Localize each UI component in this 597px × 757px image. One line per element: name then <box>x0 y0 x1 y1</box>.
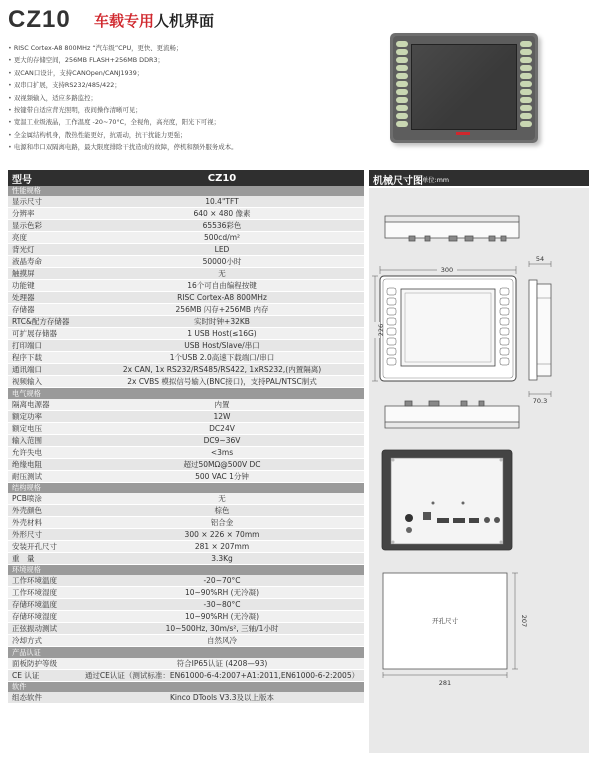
spec-row <box>8 292 364 304</box>
mech-unit: 单位:mm <box>422 177 449 184</box>
spec-row <box>8 541 364 553</box>
spec-value: -30~80°C <box>80 599 364 611</box>
spec-row <box>8 434 364 446</box>
spec-value: 10.4"TFT <box>80 196 364 208</box>
spec-key: 冷却方式 <box>8 635 80 647</box>
spec-row <box>8 446 364 458</box>
spec-value: -20~70°C <box>80 575 364 587</box>
spec-value: 3.3Kg <box>80 553 364 565</box>
spec-key: 亮度 <box>8 232 80 244</box>
spec-key: 处理器 <box>8 292 80 304</box>
spec-key: 存储环境湿度 <box>8 611 80 623</box>
brand-logo <box>456 132 470 135</box>
subtitle-highlight: 车载专用 <box>94 12 155 30</box>
header <box>8 6 71 32</box>
spec-row <box>8 268 364 280</box>
spec-value: 2x CAN, 1x RS232/RS485/RS422, 1xRS232,(内置隔离) <box>80 364 364 376</box>
spec-row <box>8 304 364 316</box>
side-view-drawing <box>529 280 551 380</box>
spec-key: 通讯端口 <box>8 364 80 376</box>
spec-value: 10~90%RH (无冷凝) <box>80 587 364 599</box>
spec-value: LED <box>80 244 364 256</box>
product-photo <box>390 33 538 143</box>
spec-row <box>8 599 364 611</box>
spec-value: 16个可自由编程按键 <box>80 280 364 292</box>
spec-row <box>8 220 364 232</box>
spec-value: Kinco DTools V3.3及以上版本 <box>80 692 364 704</box>
spec-value: 无 <box>80 493 364 505</box>
spec-value: DC24V <box>80 422 364 434</box>
spec-key-header: 型号 <box>8 170 80 186</box>
mech-title: 机械尺寸图 <box>373 176 423 187</box>
spec-section-row <box>8 681 364 692</box>
spec-key: 背光灯 <box>8 244 80 256</box>
spec-row <box>8 529 364 541</box>
spec-key: 面板防护等级 <box>8 658 80 670</box>
spec-value: 10~90%RH (无冷凝) <box>80 611 364 623</box>
dim-depth2-label: 70.3 <box>532 397 548 405</box>
product-screen <box>411 44 517 130</box>
spec-value: 500cd/m² <box>80 232 364 244</box>
spec-value: USB Host/Slave/串口 <box>80 340 364 352</box>
spec-key: PCB喷涂 <box>8 493 80 505</box>
dim-cut-width-label: 281 <box>438 679 452 687</box>
spec-row <box>8 280 364 292</box>
spec-row <box>8 244 364 256</box>
spec-row <box>8 399 364 411</box>
spec-key: 耐压测试 <box>8 470 80 482</box>
spec-row <box>8 208 364 220</box>
spec-value: RISC Cortex-A8 800MHz <box>80 292 364 304</box>
spec-key: 存储环境温度 <box>8 599 80 611</box>
spec-row <box>8 623 364 635</box>
spec-key: 工作环境湿度 <box>8 587 80 599</box>
spec-value: 640 × 480 像素 <box>80 208 364 220</box>
spec-key: RTC&配方存储器 <box>8 316 80 328</box>
spec-value: 12W <box>80 410 364 422</box>
spec-value: 1个USB 2.0高速下载端口/串口 <box>80 352 364 364</box>
feature-item: • 双视频输入，适应多路监控； <box>8 92 338 104</box>
spec-value: 281 × 207mm <box>80 541 364 553</box>
spec-row <box>8 340 364 352</box>
spec-key: 存储器 <box>8 304 80 316</box>
spec-row <box>8 376 364 388</box>
dim-depth-label: 54 <box>535 255 545 263</box>
top-view-drawing <box>385 216 519 241</box>
spec-row <box>8 352 364 364</box>
dim-width-label: 300 <box>440 266 454 274</box>
spec-row <box>8 611 364 623</box>
spec-section-row <box>8 647 364 658</box>
bottom-view-drawing <box>385 401 519 428</box>
mech-drawings <box>369 188 589 753</box>
spec-row <box>8 669 364 681</box>
spec-key: 功能键 <box>8 280 80 292</box>
left-function-keys <box>396 41 408 129</box>
spec-key: 外形尺寸 <box>8 529 80 541</box>
spec-key: 视频输入 <box>8 376 80 388</box>
spec-value: 10~500Hz, 30m/s², 三轴/1小时 <box>80 623 364 635</box>
spec-value: DC9~36V <box>80 434 364 446</box>
spec-value: 符合IP65认证 (4208—93) <box>80 658 364 670</box>
spec-value: 通过CE认证（测试标准：EN61000-6-4:2007+A1:2011,EN61000-6-2:2005） <box>80 669 364 681</box>
spec-key: 分辨率 <box>8 208 80 220</box>
spec-section-title: 电气规格 <box>8 388 364 399</box>
spec-key: 额定电压 <box>8 422 80 434</box>
cutout-drawing <box>383 573 518 678</box>
spec-section-row <box>8 186 364 196</box>
subtitle-rest: 人机界面 <box>154 12 215 30</box>
spec-key: 组态软件 <box>8 692 80 704</box>
page-subtitle <box>94 10 214 31</box>
dim-cut-height-label: 207 <box>520 614 528 628</box>
cutout-label: 开孔尺寸 <box>432 617 458 625</box>
spec-key: 绝缘电阻 <box>8 458 80 470</box>
spec-key: 工作环境温度 <box>8 575 80 587</box>
spec-key: 额定功率 <box>8 410 80 422</box>
spec-value: 2x CVBS 模拟信号输入(BNC接口)，支持PAL/NTSC制式 <box>80 376 364 388</box>
feature-item: • 双CAN口设计，支持CANOpen/CANJ1939； <box>8 67 338 79</box>
spec-row <box>8 692 364 704</box>
spec-key: 显示尺寸 <box>8 196 80 208</box>
spec-row <box>8 635 364 647</box>
spec-key: 正弦振动测试 <box>8 623 80 635</box>
spec-key: CE 认证 <box>8 669 80 681</box>
spec-section-row <box>8 482 364 493</box>
spec-row <box>8 256 364 268</box>
spec-row <box>8 232 364 244</box>
spec-row <box>8 196 364 208</box>
spec-row <box>8 316 364 328</box>
feature-item: • 按键带自适应背光照明，夜间操作清晰可见； <box>8 104 338 116</box>
spec-value: 超过50MΩ@500V DC <box>80 458 364 470</box>
spec-section-title: 产品认证 <box>8 647 364 658</box>
spec-row <box>8 505 364 517</box>
spec-key: 输入范围 <box>8 434 80 446</box>
spec-section-title: 性能规格 <box>8 186 364 196</box>
dim-height-label: 226 <box>377 323 385 337</box>
spec-row <box>8 470 364 482</box>
spec-row <box>8 553 364 565</box>
spec-value: 自然风冷 <box>80 635 364 647</box>
rear-view-drawing <box>382 450 512 550</box>
spec-value: 256MB 闪存+256MB 内存 <box>80 304 364 316</box>
feature-item: • 全金属结构机身，散热性能更好，抗震动，抗干扰能力更强； <box>8 129 338 141</box>
spec-row <box>8 422 364 434</box>
spec-value: 内置 <box>80 399 364 411</box>
spec-value: 实时时钟+32KB <box>80 316 364 328</box>
spec-key: 显示色彩 <box>8 220 80 232</box>
spec-row <box>8 493 364 505</box>
spec-table-header <box>8 170 364 186</box>
spec-key: 允许失电 <box>8 446 80 458</box>
spec-row <box>8 658 364 670</box>
spec-value-header: CZ10 <box>80 170 364 186</box>
feature-item: • 双串口扩展，支持RS232/485/422； <box>8 79 338 91</box>
spec-row <box>8 575 364 587</box>
spec-key: 外壳材料 <box>8 517 80 529</box>
spec-table <box>8 170 364 704</box>
spec-key: 触摸屏 <box>8 268 80 280</box>
spec-key: 打印端口 <box>8 340 80 352</box>
spec-row <box>8 364 364 376</box>
spec-section-title: 环境规格 <box>8 565 364 576</box>
spec-section-row <box>8 565 364 576</box>
spec-row <box>8 410 364 422</box>
feature-item: • 宽温工业级液晶，工作温度 -20~70°C，全视角，高亮度，阳光下可视； <box>8 116 338 128</box>
spec-key: 程序下载 <box>8 352 80 364</box>
spec-value: 65536彩色 <box>80 220 364 232</box>
feature-list <box>8 42 338 154</box>
spec-row <box>8 517 364 529</box>
spec-value: 500 VAC 1分钟 <box>80 470 364 482</box>
mech-title-bar <box>369 170 589 186</box>
spec-key: 外壳颜色 <box>8 505 80 517</box>
spec-row <box>8 328 364 340</box>
spec-value: 50000小时 <box>80 256 364 268</box>
spec-row <box>8 458 364 470</box>
feature-item: • RISC Cortex-A8 800MHz “汽车级”CPU，更快、更流畅； <box>8 42 338 54</box>
spec-value: <3ms <box>80 446 364 458</box>
spec-key: 安装开孔尺寸 <box>8 541 80 553</box>
spec-value: 铝合金 <box>80 517 364 529</box>
spec-value: 无 <box>80 268 364 280</box>
front-view-drawing <box>380 276 516 381</box>
feature-item: • 电源和串口双隔离电路，最大限度排除干扰造成的故障，停机和额外服务成本。 <box>8 141 338 153</box>
spec-value: 300 × 226 × 70mm <box>80 529 364 541</box>
feature-item: • 更大的存储空间，256MB FLASH+256MB DDR3； <box>8 54 338 66</box>
spec-section-row <box>8 388 364 399</box>
model-title: CZ10 <box>8 6 71 33</box>
spec-section-title: 软件 <box>8 681 364 692</box>
right-function-keys <box>520 41 532 129</box>
spec-value: 棕色 <box>80 505 364 517</box>
spec-key: 可扩展存储器 <box>8 328 80 340</box>
spec-section-title: 结构规格 <box>8 482 364 493</box>
spec-row <box>8 587 364 599</box>
spec-key: 重 量 <box>8 553 80 565</box>
spec-key: 隔离电源器 <box>8 399 80 411</box>
spec-key: 液晶寿命 <box>8 256 80 268</box>
spec-value: 1 USB Host(≤16G) <box>80 328 364 340</box>
